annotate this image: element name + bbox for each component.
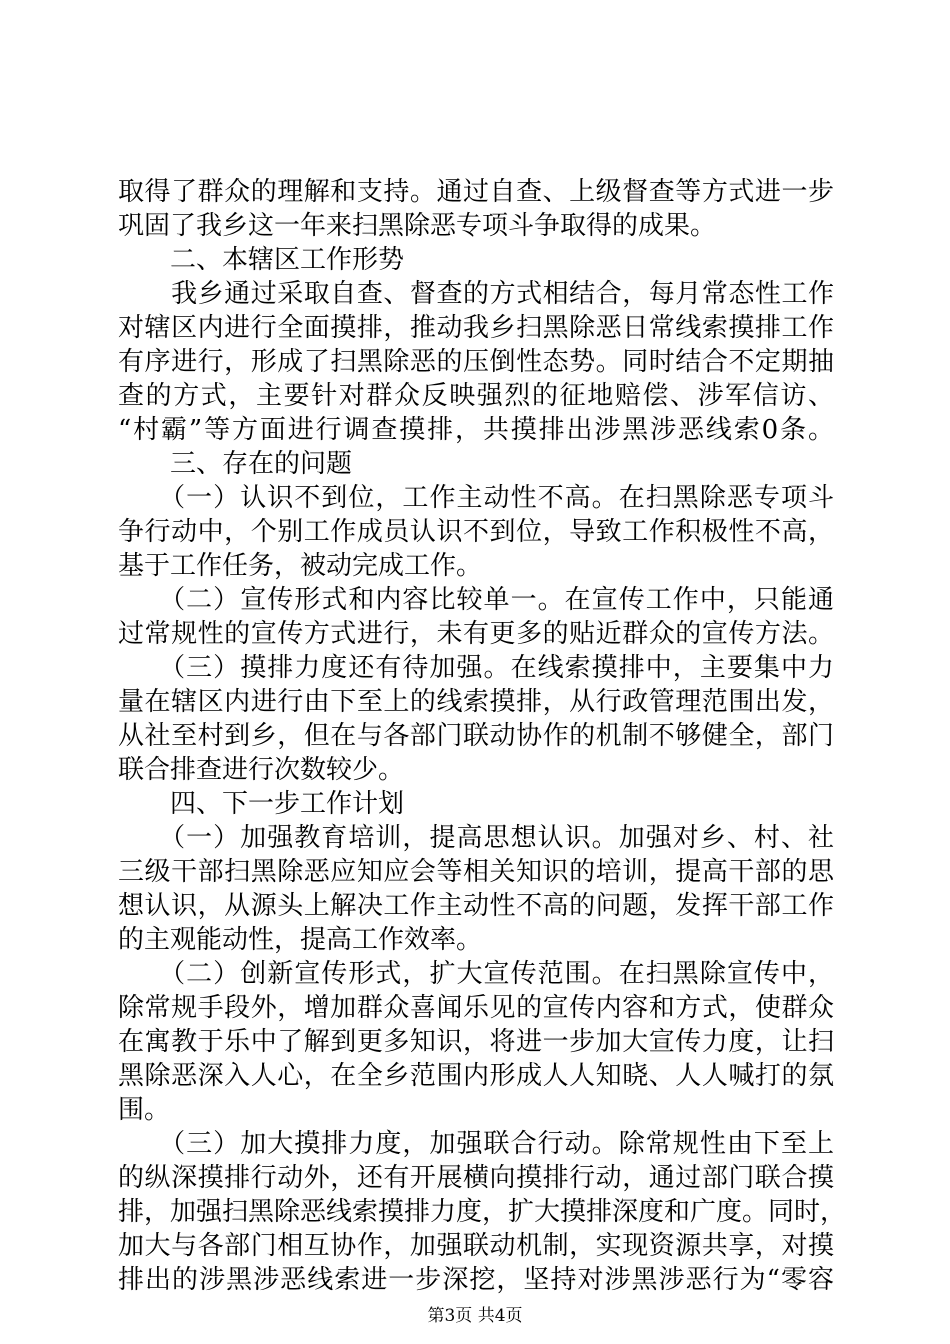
text-line: （三）加大摸排力度，加强联合行动。除常规性由下至上 [118, 1129, 834, 1159]
text-line: （二）创新宣传形式，扩大宣传范围。在扫黑除宣传中， [118, 959, 834, 989]
text-line: （一）认识不到位，工作主动性不高。在扫黑除恶专项斗 [118, 483, 834, 513]
text-line: 从社至村到乡，但在与各部门联动协作的机制不够健全，部门 [118, 721, 834, 751]
text-line: 除常规手段外，增加群众喜闻乐见的宣传内容和方式，使群众 [118, 993, 834, 1023]
text-line: 三级干部扫黑除恶应知应会等相关知识的培训，提高干部的思 [118, 857, 834, 887]
text-line: （三）摸排力度还有待加强。在线索摸排中，主要集中力 [118, 653, 834, 683]
text-line: （二）宣传形式和内容比较单一。在宣传工作中，只能通 [118, 585, 834, 615]
text-line: 加大与各部门相互协作，加强联动机制，实现资源共享，对摸 [118, 1231, 834, 1261]
text-line: 排，加强扫黑除恶线索摸排力度，扩大摸排深度和广度。同时， [118, 1197, 847, 1227]
text-line: 巩固了我乡这一年来扫黑除恶专项斗争取得的成果。 [118, 211, 717, 241]
section-heading: 四、下一步工作计划 [118, 789, 405, 819]
text-line: 的主观能动性，提高工作效率。 [118, 925, 483, 955]
text-line: 想认识，从源头上解决工作主动性不高的问题，发挥干部工作 [118, 891, 834, 921]
text-line: 我乡通过采取自查、督查的方式相结合，每月常态性工作 [118, 279, 834, 309]
text-line: 过常规性的宣传方式进行，未有更多的贴近群众的宣传方法。 [118, 619, 834, 649]
section-heading: 三、存在的问题 [118, 449, 353, 479]
text-line: 围。 [118, 1095, 171, 1125]
text-line: 量在辖区内进行由下至上的线索摸排，从行政管理范围出发， [118, 687, 834, 717]
text-line: 排出的涉黑涉恶线索进一步深挖，坚持对涉黑涉恶行为“零容 [118, 1265, 834, 1295]
page-footer: 第3页 共4页 [427, 1306, 523, 1326]
text-line: 争行动中，个别工作成员认识不到位，导致工作积极性不高， [118, 517, 834, 547]
text-line: 取得了群众的理解和支持。通过自查、上级督查等方式进一步 [118, 177, 834, 207]
text-line: 有序进行，形成了扫黑除恶的压倒性态势。同时结合不定期抽 [118, 347, 834, 377]
text-line: 对辖区内进行全面摸排，推动我乡扫黑除恶日常线索摸排工作 [118, 313, 834, 343]
text-line: “村霸”等方面进行调查摸排，共摸排出涉黑涉恶线索0条。 [118, 415, 834, 445]
text-line: 联合排查进行次数较少。 [118, 755, 405, 785]
text-line: 在寓教于乐中了解到更多知识，将进一步加大宣传力度，让扫 [118, 1027, 834, 1057]
text-line: （一）加强教育培训，提高思想认识。加强对乡、村、社 [118, 823, 834, 853]
text-line: 基于工作任务，被动完成工作。 [118, 551, 483, 581]
text-line: 查的方式，主要针对群众反映强烈的征地赔偿、涉军信访、 [118, 381, 834, 411]
section-heading: 二、本辖区工作形势 [118, 245, 405, 275]
text-line: 黑除恶深入人心，在全乡范围内形成人人知晓、人人喊打的氛 [118, 1061, 834, 1091]
text-line: 的纵深摸排行动外，还有开展横向摸排行动，通过部门联合摸 [118, 1163, 834, 1193]
